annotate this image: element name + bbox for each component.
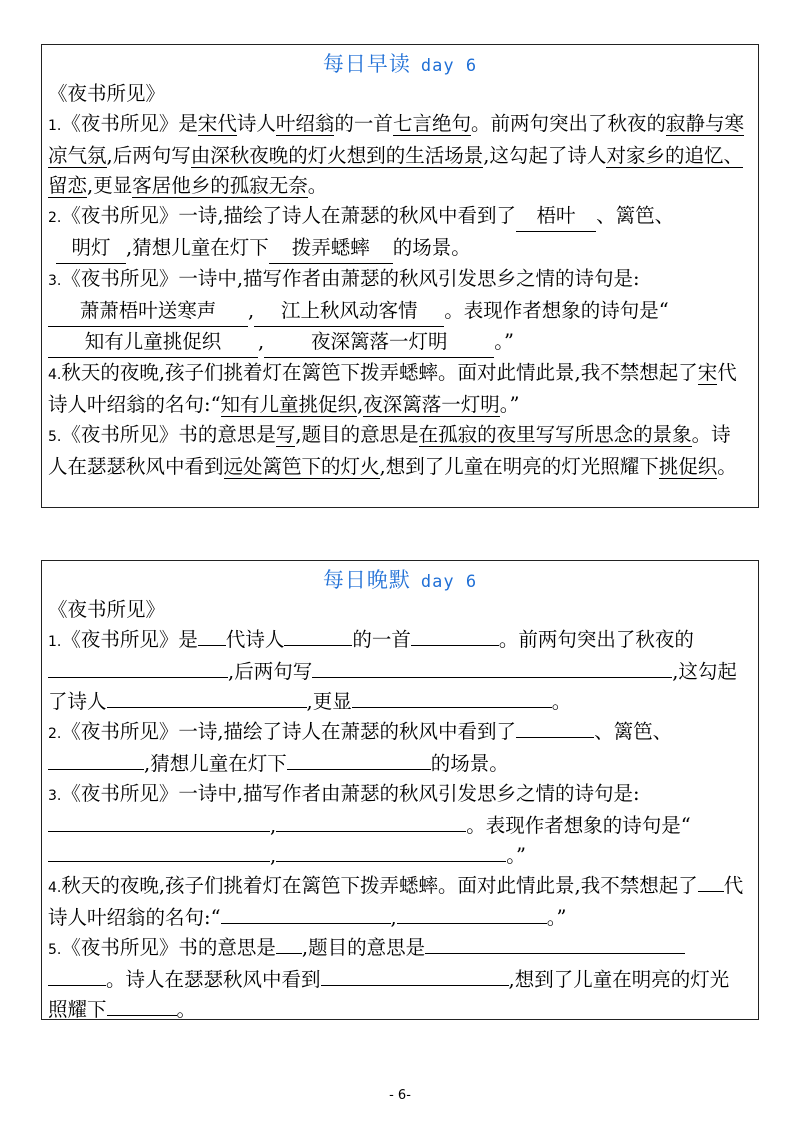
- answer: 梧叶: [516, 201, 596, 232]
- morning-reading-card: [41, 44, 759, 508]
- text-segment: 《夜书所见》一诗中,描写作者由萧瑟的秋风引发思乡之情的诗句是:: [61, 782, 640, 805]
- text-segment: 、篱笆、: [594, 720, 673, 743]
- question-number: 1.: [48, 118, 62, 134]
- question-number: 3.: [48, 273, 62, 289]
- text-segment: 《夜书所见》是: [61, 628, 198, 651]
- blank[interactable]: [425, 933, 685, 954]
- text-segment: 。”: [546, 906, 567, 929]
- blank[interactable]: [321, 965, 509, 986]
- morning-poem-title: 《夜书所见》: [48, 82, 166, 105]
- blank[interactable]: [287, 749, 431, 770]
- text-segment: ,题目的意思是: [295, 423, 419, 446]
- text-segment: 的场景。: [392, 236, 471, 259]
- blank[interactable]: [48, 657, 228, 678]
- text-segment: ,想到了儿童在明亮的灯光照耀下: [379, 455, 659, 478]
- morning-question-1: [48, 109, 748, 201]
- blank[interactable]: [312, 657, 672, 678]
- blank[interactable]: [352, 687, 552, 708]
- text-segment: 秋天的夜晚,孩子们挑着灯在篱笆下拨弄蟋蟀。面对此情此景,我不禁想起了: [61, 874, 698, 897]
- blank[interactable]: [516, 717, 594, 738]
- answer: 寂静与寒凉气氛: [48, 112, 744, 167]
- text-segment: 代诗人叶绍翁的名句:“: [48, 361, 737, 416]
- blank[interactable]: [276, 933, 302, 954]
- text-segment: ,更显: [306, 690, 352, 713]
- morning-title: [42, 51, 758, 79]
- question-number: 4.: [48, 367, 62, 383]
- text-segment: 代诗人: [225, 628, 285, 651]
- evening-question-3: [48, 779, 748, 871]
- blank[interactable]: [276, 841, 506, 862]
- morning-day-label: day 6: [420, 56, 478, 76]
- text-segment: ,: [270, 844, 277, 867]
- text-segment: 。”: [499, 393, 520, 416]
- question-number: 5.: [48, 942, 62, 958]
- question-number: 4.: [48, 880, 62, 896]
- answer: 叶绍翁: [275, 112, 335, 135]
- evening-question-2: [48, 717, 748, 779]
- blank[interactable]: [698, 871, 724, 892]
- text-segment: 《夜书所见》一诗,描绘了诗人在萧瑟的秋风中看到了: [61, 720, 517, 743]
- answer: 宋: [697, 361, 718, 384]
- evening-dictation-card: [41, 560, 759, 1020]
- text-segment: ,猜想儿童在灯下: [126, 236, 269, 259]
- morning-title-text: 每日早读: [322, 52, 411, 76]
- text-segment: 。”: [494, 330, 514, 353]
- text-segment: ,更显: [87, 174, 133, 197]
- text-segment: ,题目的意思是: [301, 936, 426, 959]
- answer: 江上秋风动客情: [254, 296, 444, 327]
- text-segment: 、篱笆、: [596, 204, 675, 227]
- blank[interactable]: [107, 687, 307, 708]
- text-segment: 《夜书所见》一诗中,描写作者由萧瑟的秋风引发思乡之情的诗句是:: [61, 267, 640, 290]
- text-segment: ,这勾起了诗人: [48, 660, 737, 713]
- answer: 夜深篱落一灯明: [363, 393, 500, 416]
- blank[interactable]: [198, 625, 226, 646]
- text-segment: ,: [258, 330, 265, 353]
- answer: 拨弄蟋蟀: [269, 233, 393, 264]
- text-segment: 代诗人叶绍翁的名句:“: [48, 874, 744, 929]
- answer: 在孤寂的夜里写写所思念的景象: [418, 423, 692, 446]
- text-segment: 。前两句突出了秋夜的: [498, 628, 694, 651]
- question-number: 1.: [48, 634, 62, 650]
- answer: 萧萧梧叶送寒声: [48, 296, 248, 327]
- answer: 夜深篱落一灯明: [264, 327, 494, 358]
- blank[interactable]: [221, 903, 391, 924]
- page-number: - 6-: [389, 1088, 411, 1103]
- text-segment: 《夜书所见》是: [61, 112, 198, 135]
- blank[interactable]: [107, 995, 177, 1016]
- text-segment: 。诗人在瑟瑟秋风中看到: [106, 968, 321, 991]
- text-segment: 《夜书所见》书的意思是: [61, 936, 276, 959]
- text-segment: 。”: [506, 844, 526, 867]
- blank[interactable]: [48, 841, 270, 862]
- blank[interactable]: [276, 811, 466, 832]
- evening-question-5: [48, 933, 748, 1025]
- question-number: 5.: [48, 429, 62, 445]
- answer: 宋代: [197, 112, 237, 135]
- text-segment: 。表现作者想象的诗句是“: [466, 814, 691, 837]
- text-segment: ,: [390, 906, 397, 929]
- evening-question-1: [48, 625, 748, 717]
- question-number: 2.: [48, 210, 62, 226]
- text-segment: 。表现作者想象的诗句是“: [444, 299, 669, 322]
- evening-question-4: [48, 871, 748, 933]
- text-segment: ,后两句写: [228, 660, 313, 683]
- text-segment: 秋天的夜晚,孩子们挑着灯在篱笆下拨弄蟋蟀。面对此情此景,我不禁想起了: [61, 361, 698, 384]
- blank[interactable]: [48, 811, 270, 832]
- text-segment: ,这勾起了诗人: [483, 144, 607, 167]
- answer: 客居他乡的孤寂无奈: [132, 174, 308, 197]
- text-segment: 。: [551, 690, 572, 713]
- text-segment: 。: [176, 998, 197, 1021]
- answer: 由深秋夜晚的灯火想到的生活场景: [190, 144, 484, 167]
- text-segment: 。: [717, 455, 737, 478]
- text-segment: ,: [248, 299, 255, 322]
- text-segment: 的一首: [334, 112, 393, 135]
- question-number: 3.: [48, 788, 62, 804]
- answer: 挑促织: [658, 455, 718, 478]
- blank[interactable]: [284, 625, 352, 646]
- text-segment: ,: [357, 393, 364, 416]
- text-segment: 《夜书所见》一诗,描绘了诗人在萧瑟的秋风中看到了: [61, 204, 517, 227]
- text-segment: 的场景。: [430, 752, 509, 775]
- text-segment: ,猜想儿童在灯下: [144, 752, 287, 775]
- answer: 七言绝句: [392, 112, 471, 135]
- blank[interactable]: [397, 903, 547, 924]
- morning-question-2: [48, 201, 748, 264]
- text-segment: ,: [270, 814, 277, 837]
- text-segment: 。前两句突出了秋夜的: [470, 112, 666, 135]
- evening-title: [42, 567, 758, 595]
- morning-question-4: [48, 358, 748, 420]
- answer: 远处篱笆下的灯火: [223, 455, 380, 478]
- blank[interactable]: [411, 625, 499, 646]
- evening-poem-title: 《夜书所见》: [48, 598, 166, 621]
- text-segment: 的一首: [352, 628, 411, 651]
- text-segment: 《夜书所见》书的意思是: [61, 423, 276, 446]
- blank[interactable]: [48, 965, 106, 986]
- evening-title-text: 每日晚默: [322, 568, 411, 592]
- answer: 明灯: [56, 233, 126, 264]
- answer: 写: [275, 423, 296, 446]
- blank[interactable]: [48, 749, 144, 770]
- answer: 知有儿童挑促织: [220, 393, 358, 416]
- text-segment: 。诗人在瑟瑟秋风中看到: [48, 423, 731, 478]
- text-segment: ,后两句写: [106, 144, 191, 167]
- text-segment: ,想到了儿童在明亮的灯光照耀下: [48, 968, 730, 1021]
- answer: 知有儿童挑促织: [48, 327, 258, 358]
- text-segment: 。: [307, 174, 328, 197]
- morning-question-5: [48, 420, 748, 482]
- evening-day-label: day 6: [420, 572, 478, 592]
- text-segment: 诗人: [236, 112, 276, 135]
- question-number: 2.: [48, 726, 62, 742]
- morning-question-3: [48, 264, 748, 358]
- answer: 对家乡的追忆、留恋: [48, 144, 743, 197]
